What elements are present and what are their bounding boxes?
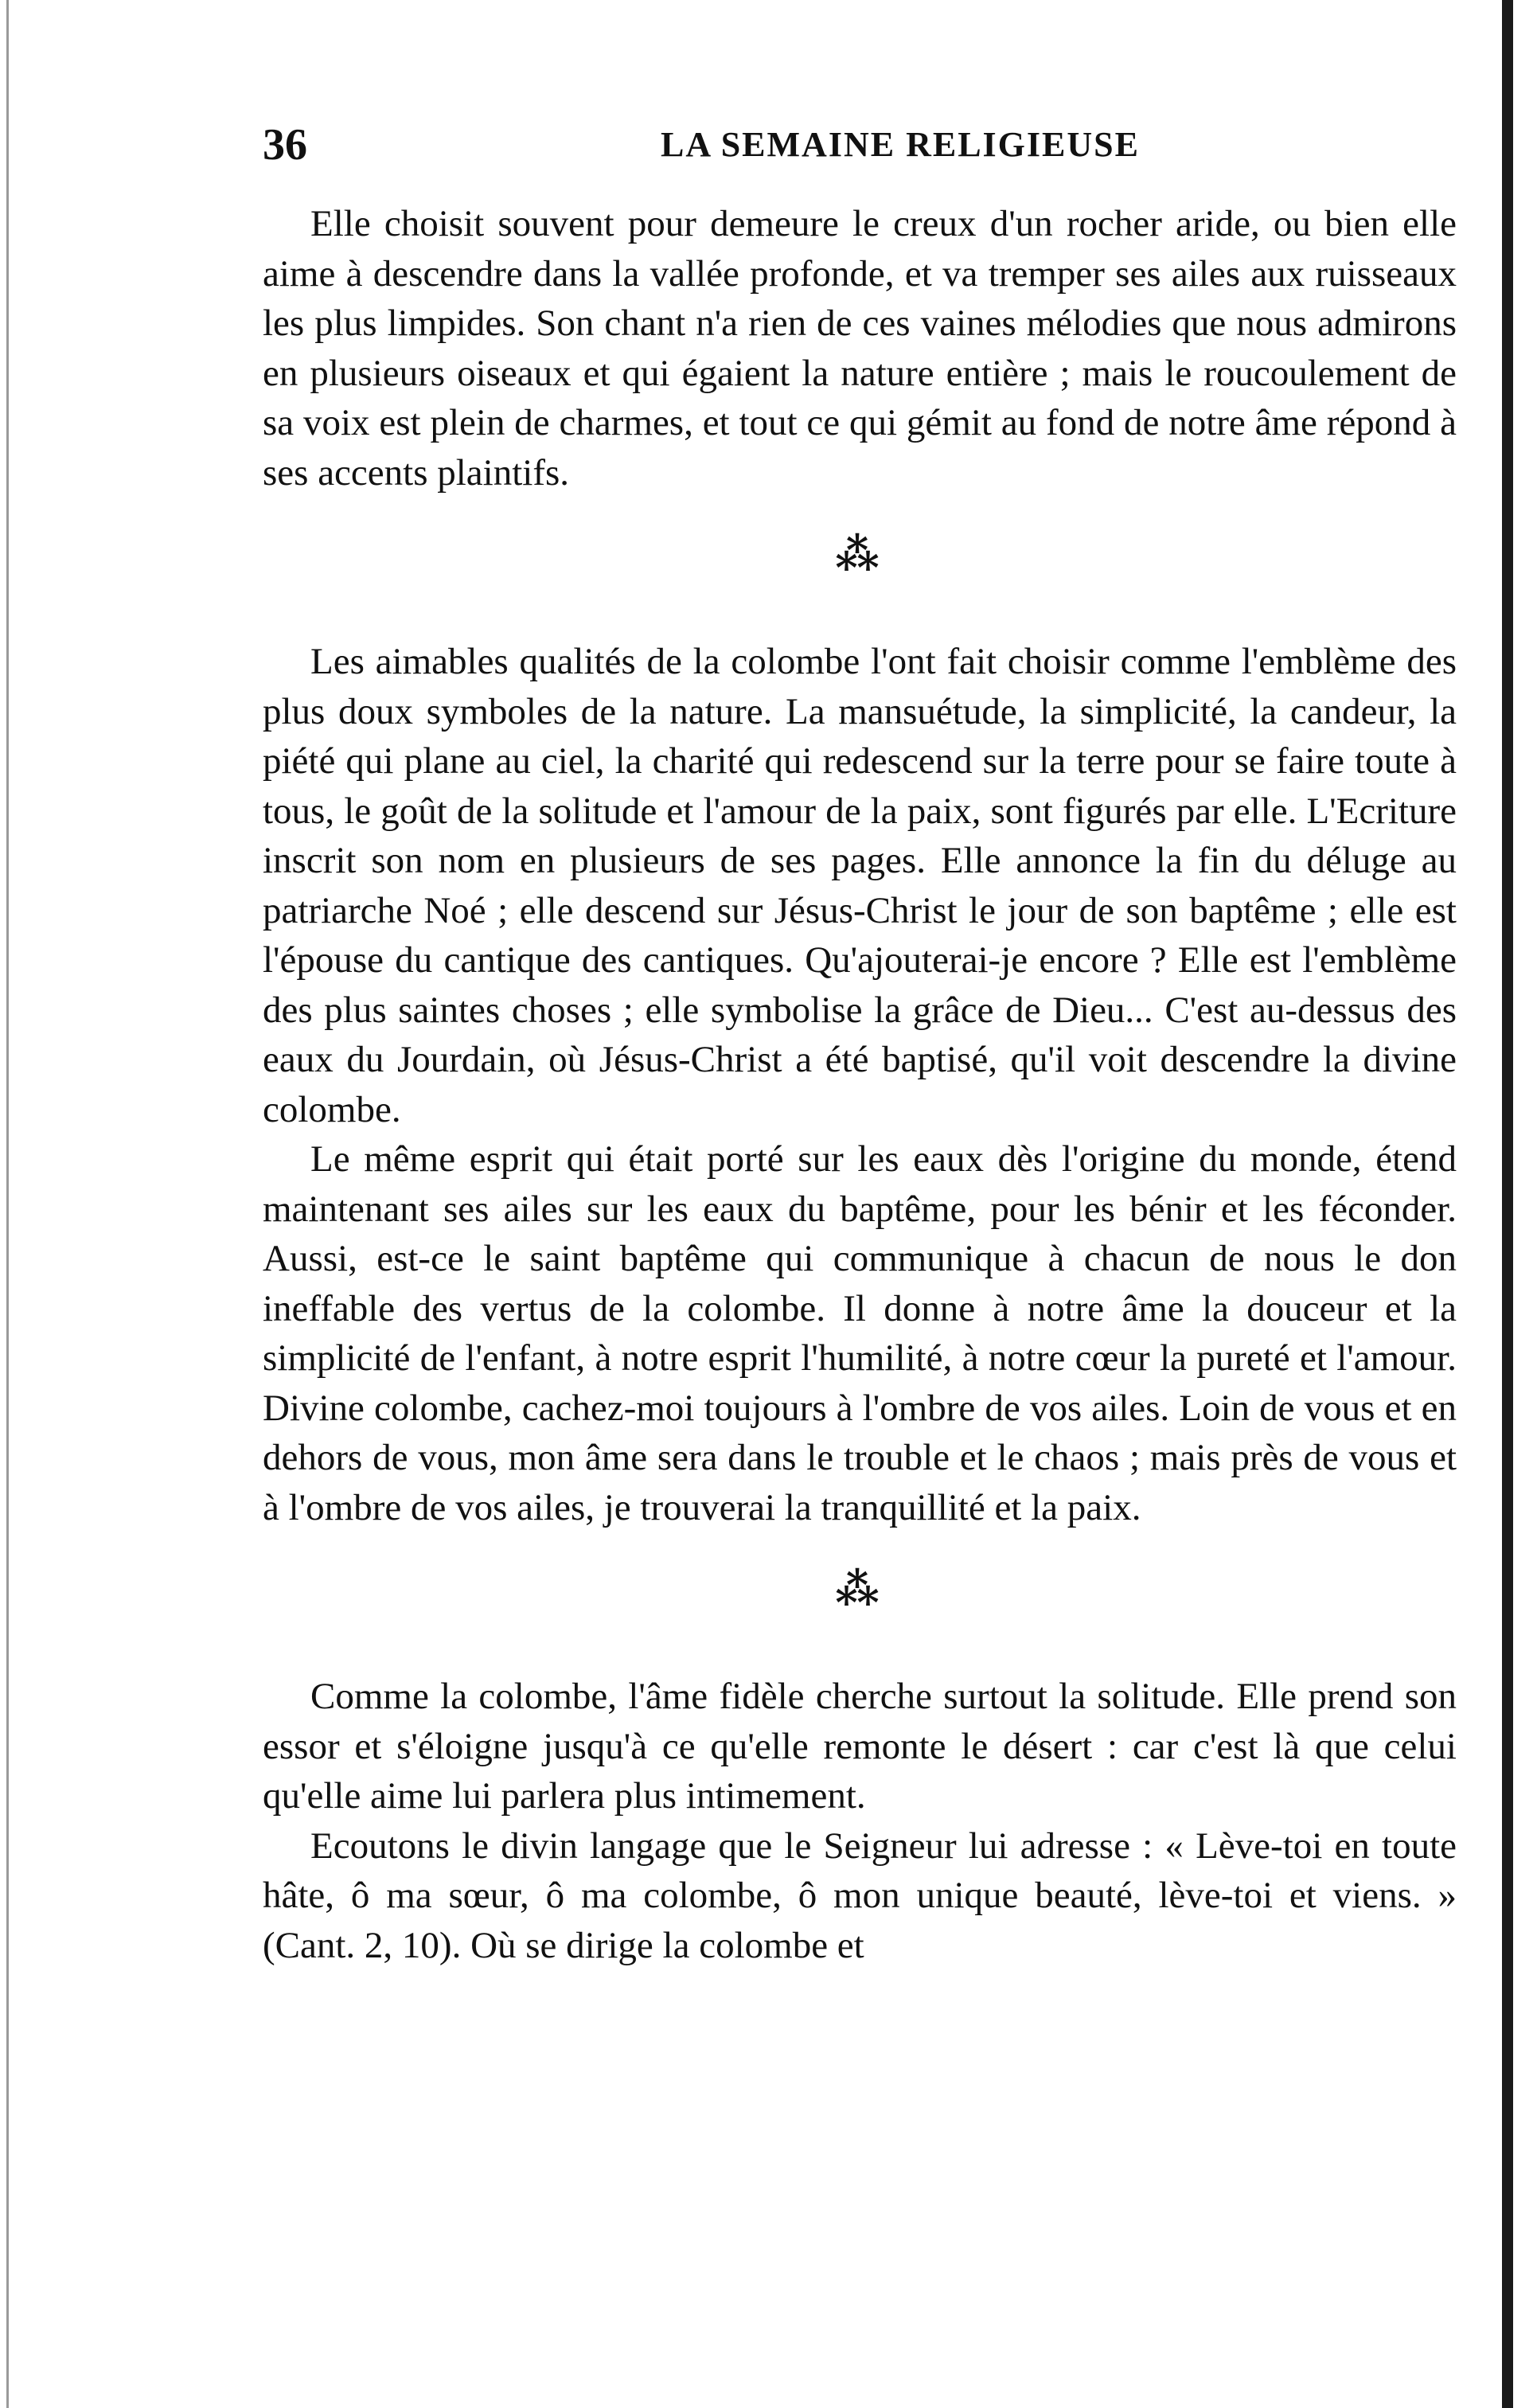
running-title: LA SEMAINE RELIGIEUSE: [661, 125, 1140, 164]
page-header: [263, 119, 1473, 183]
body-text: [263, 199, 1457, 1970]
page-left-rule: [6, 0, 9, 2408]
asterism-mark: ⁂: [835, 1566, 884, 1614]
page-number: 36: [263, 120, 307, 170]
asterism-mark: ⁂: [835, 531, 884, 579]
paragraph-3: Le même esprit qui était porté sur les eaux dès l'origine du monde, étend maintenant ses ailes sur les eaux du baptême, pour les bénir et les féconder. Aussi, est-ce le saint baptême qui communique à chacun de nous le don ineffable des vertus de la colombe. Il donne à notre âme la douceur et la simplicité de l'enfant, à notre esprit l'humilité, à notre cœur la pureté et l'amour. Divine colombe, cachez-moi toujours à l'ombre de vos ailes. Loin de vous et en dehors de vous, mon âme sera dans le trouble et le chaos ; mais près de vous et à l'ombre de vos ailes, je trouverai la tranquillité et la paix.: [263, 1138, 1457, 1528]
section-separator-2: [263, 1532, 1457, 1672]
paragraph-4: Comme la colombe, l'âme fidèle cherche surtout la solitude. Elle prend son essor et s'éloigne jusqu'à ce qu'elle remonte le désert : car c'est là que celui qu'elle aime lui parlera plus intimement.: [263, 1676, 1457, 1817]
section-separator-1: [263, 498, 1457, 637]
paragraph-2: Les aimables qualités de la colombe l'ont fait choisir comme l'emblème des plus doux symboles de la nature. La mansuétude, la simplicité, la candeur, la piété qui plane au ciel, la charité qui redescend sur la terre pour se faire toute à tous, le goût de la solitude et l'amour de la paix, sont figurés par elle. L'Ecriture inscrit son nom en plusieurs de ses pages. Elle annonce la fin du déluge au patriarche Noé ; elle descend sur Jésus-Christ le jour de son baptême ; elle est l'épouse du cantique des cantiques. Qu'ajouterai-je encore ? Elle est l'emblème des plus saintes choses ; elle symbolise la grâce de Dieu... C'est au-dessus des eaux du Jourdain, où Jésus-Christ a été baptisé, qu'il voit descendre la divine colombe.: [263, 641, 1457, 1130]
page-binding-edge: [1502, 0, 1513, 2408]
paragraph-1: Elle choisit souvent pour demeure le creux d'un rocher aride, ou bien elle aime à descendre dans la vallée profonde, et va tremper ses ailes aux ruisseaux les plus limpides. Son chant n'a rien de ces vaines mélodies que nous admirons en plusieurs oiseaux et qui égaient la nature entière ; mais le roucoulement de sa voix est plein de charmes, et tout ce qui gémit au fond de notre âme répond à ses accents plaintifs.: [263, 203, 1457, 494]
paragraph-5: Ecoutons le divin langage que le Seigneur lui adresse : « Lève-toi en toute hâte, ô ma sœur, ô ma colombe, ô mon unique beauté, lève-toi et viens. » (Cant. 2, 10). Où se dirige la colombe et: [263, 1825, 1457, 1966]
